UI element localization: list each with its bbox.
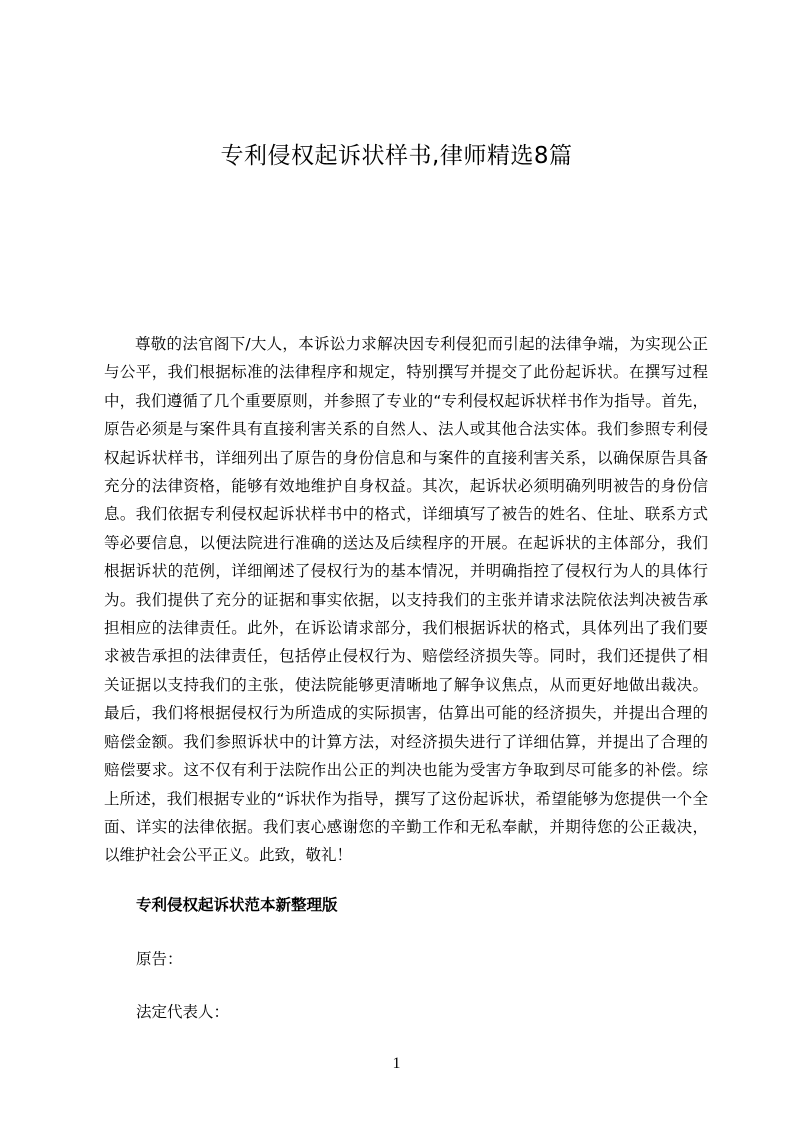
page-number: 1 [392, 1055, 401, 1072]
body-paragraph: 尊敬的法官阁下/大人，本诉讼力求解决因专利侵犯而引起的法律争端，为实现公正与公平，我们根据标准的法律程序和规定，特别撰写并提交了此份起诉状。在撰写过程中，我们遵循了几个重要原则，并参照了专业的“专利侵权起诉状样书作为指导。首先，原告必须是与案件具有直接利害关系的自然人、法人或其他合法实体。我们参照专利侵权起诉状样书，详细列出了原告的身份信息和与案件的直接利害关系，以确保原告具备充分的法律资格，能够有效地维护自身权益。其次，起诉状必须明确列明被告的身份信息。我们依据专利侵权起诉状样书中的格式，详细填写了被告的姓名、住址、联系方式等必要信息，以便法院进行准确的送达及后续程序的开展。在起诉状的主体部分，我们根据诉状的范例，详细阐述了侵权行为的基本情况，并明确指控了侵权行为人的具体行为。我们提供了充分的证据和事实依据，以支持我们的主张并请求法院依法判决被告承担相应的法律责任。此外，在诉讼请求部分，我们根据诉状的格式，具体列出了我们要求被告承担的法律责任，包括停止侵权行为、赔偿经济损失等。同时，我们还提供了相关证据以支持我们的主张，使法院能够更清晰地了解争议焦点，从而更好地做出裁决。最后，我们将根据侵权行为所造成的实际损害，估算出可能的经济损失，并提出合理的赔偿金额。我们参照诉状中的计算方法，对经济损失进行了详细估算，并提出了合理的赔偿要求。这不仅有利于法院作出公正的判决也能为受害方争取到尽可能多的补偿。综上所述，我们根据专业的“诉状作为指导，撰写了这份起诉状，希望能够为您提供一个全面、详实的法律依据。我们衷心感谢您的辛勤工作和无私奉献，并期待您的公正裁决，以维护社会公平正义。此致，敬礼！ [104, 335, 708, 865]
document-title: 专利侵权起诉状样书,律师精选8篇 [220, 143, 573, 169]
legal-representative-label: 法定代表人： [136, 1003, 230, 1021]
section-heading: 专利侵权起诉状范本新整理版 [136, 896, 338, 914]
plaintiff-label: 原告： [136, 950, 183, 968]
